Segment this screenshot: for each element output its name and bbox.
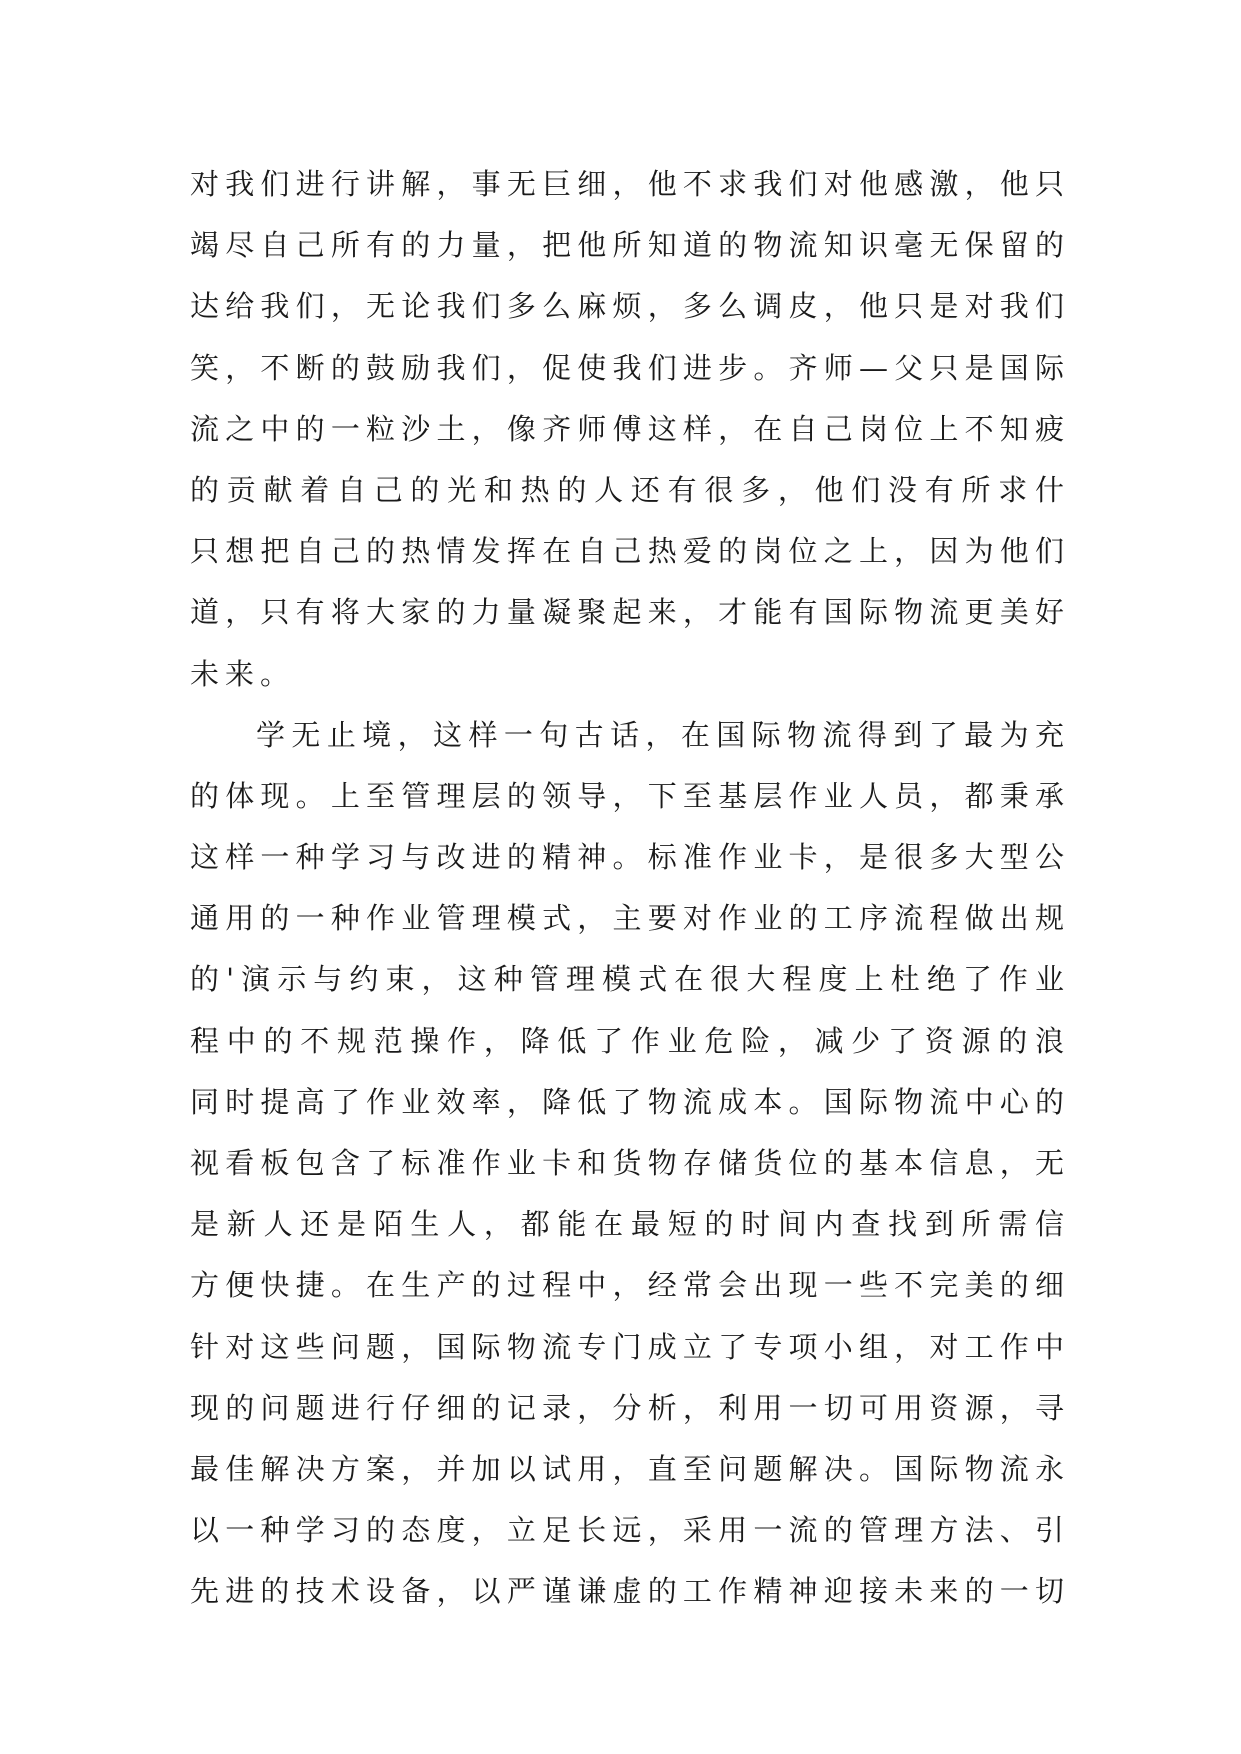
text-line: 笑，不断的鼓励我们，促使我们进步。齐师—父只是国际 — [190, 350, 1070, 385]
paragraph-end-line: 未来。 — [190, 656, 296, 691]
text-line: 先进的技术设备，以严谨谦虚的工作精神迎接未来的一切 — [190, 1574, 1070, 1609]
text-line: 通用的一种作业管理模式，主要对作业的工序流程做出规 — [190, 901, 1070, 936]
paragraph-first-line: 学无止境，这样一句古话，在国际物流得到了最为充 — [256, 717, 1070, 752]
text-line: 达给我们，无论我们多么麻烦，多么调皮，他只是对我们 — [190, 289, 1070, 324]
body-text — [190, 154, 1070, 1623]
text-line: 对我们进行讲解，事无巨细，他不求我们对他感激，他只 — [190, 167, 1070, 201]
text-line: 的体现。上至管理层的领导，下至基层作业人员，都秉承 — [190, 778, 1070, 813]
text-line: 的贡献着自己的光和热的人还有很多，他们没有所求什 — [190, 472, 1070, 507]
text-line: 方便快捷。在生产的过程中，经常会出现一些不完美的细 — [190, 1268, 1070, 1303]
text-line: 的'演示与约束，这种管理模式在很大程度上杜绝了作业 — [190, 962, 1070, 997]
text-line: 竭尽自己所有的力量，把他所知道的物流知识毫无保留的 — [190, 228, 1070, 263]
text-line: 道，只有将大家的力量凝聚起来，才能有国际物流更美好 — [190, 595, 1070, 630]
text-line: 最佳解决方案，并加以试用，直至问题解决。国际物流永 — [190, 1451, 1070, 1486]
text-line: 这样一种学习与改进的精神。标准作业卡，是很多大型公 — [190, 840, 1070, 875]
text-line: 流之中的一粒沙土，像齐师傅这样，在自己岗位上不知疲 — [190, 411, 1070, 446]
text-line: 是新人还是陌生人，都能在最短的时间内查找到所需信 — [190, 1207, 1070, 1242]
text-line: 以一种学习的态度，立足长远，采用一流的管理方法、引 — [190, 1513, 1070, 1548]
text-line: 视看板包含了标准作业卡和货物存储货位的基本信息，无 — [190, 1146, 1070, 1180]
text-line: 只想把自己的热情发挥在自己热爱的岗位之上，因为他们 — [190, 534, 1070, 569]
text-line: 同时提高了作业效率，降低了物流成本。国际物流中心的 — [190, 1084, 1070, 1119]
text-line: 程中的不规范操作，降低了作业危险，减少了资源的浪 — [190, 1023, 1070, 1058]
text-line: 针对这些问题，国际物流专门成立了专项小组，对工作中 — [190, 1329, 1070, 1364]
text-line: 现的问题进行仔细的记录，分析，利用一切可用资源，寻 — [190, 1390, 1070, 1425]
